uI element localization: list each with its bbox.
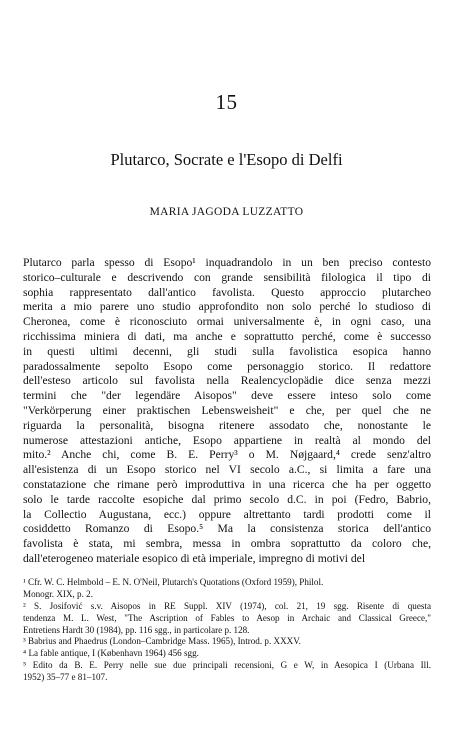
- body-line: solo le tarde raccolte esopiche dal primo secolo d.C. in poi (Fedro, Babrio,: [23, 492, 431, 506]
- body-line: constatazione che rimane però improduttiva in una ricerca che ha per oggetto: [23, 477, 431, 491]
- body-line: "Verkörperung einer praktischen Lebensweisheit" e che, per quel che ne: [23, 403, 431, 417]
- body-line: numerose attestazioni antiche, Esopo appartiene in realtà al mondo del: [23, 433, 431, 447]
- body-line: Cheronea, come è riconosciuto ormai universalmente è, in ogni caso, una: [23, 315, 431, 329]
- body-line: riguarda la personalità, bisogna ritenere assodato che, nonostante le: [23, 418, 431, 432]
- body-line: cosiddetto Romanzo di Esopo.⁵ Ma la consistenza storica dell'antico: [23, 522, 431, 536]
- body-line: sophia rappresentato dall'antico favolista. Questo approccio plutarcheo: [23, 285, 431, 299]
- footnote-line: 1952) 35–77 e 81–107.: [23, 672, 108, 683]
- body-line: all'esistenza di un Esopo storico nel VI secolo a.C., si limita a fare una: [23, 463, 431, 477]
- footnote-line: ² S. Josifović s.v. Aisopos in RE Suppl. XIV (1974), col. 21, 19 sgg. Risente di questa: [23, 600, 431, 611]
- body-line: mito.² Anche chi, come B. E. Perry³ o M. Nøjgaard,⁴ crede senz'altro: [23, 448, 431, 462]
- body-line: la Collectio Augustana, ecc.) oppure altrettanto tardi prodotti come il: [23, 507, 431, 521]
- footnote-line: Monogr. XIX, p. 2.: [23, 588, 93, 599]
- body-line: ricchissima miniera di dati, ma anche e soprattutto perché, come è successo: [23, 329, 431, 343]
- chapter-title: Plutarco, Socrate e l'Esopo di Delfi: [110, 150, 343, 169]
- footnote-line: ⁴ La fable antique, I (København 1964) 456 sgg.: [23, 648, 199, 659]
- footnote-line: ¹ Cfr. W. C. Helmbold – E. N. O'Neil, Plutarch's Quotations (Oxford 1959), Philol.: [23, 577, 324, 587]
- footnote-line: ⁵ Edito da B. E. Perry nelle sue due principali recensioni, G e W, in Aesopica I (Urbana Ill.: [23, 660, 431, 671]
- footnote-line: Entretiens Hardt 30 (1984), pp. 116 sgg., in particolare p. 128.: [23, 624, 250, 635]
- footnote-line: ³ Babrius and Phaedrus (London–Cambridge Mass. 1965), Introd. p. XXXV.: [23, 636, 301, 647]
- body-line: termini che "der legendäre Aisopos" deve essere inteso solo come: [23, 389, 431, 403]
- body-line: Plutarco parla spesso di Esopo¹ inquadrandolo in un ben preciso contesto: [23, 256, 431, 269]
- body-line: merita a mio parere uno studio approfondito non solo perché lo studioso di: [23, 300, 431, 314]
- footnotes: [23, 577, 431, 684]
- chapter-number: 15: [215, 90, 238, 114]
- body-line: dell'esteso articolo sul favolista nella Realencyclopädie dice senza mezzi: [23, 374, 431, 388]
- body-text: [23, 256, 431, 567]
- author-name: MARIA JAGODA LUZZATTO: [149, 206, 304, 218]
- body-line: in questi ultimi decenni, gli studi sulla favolistica esopica hanno: [23, 344, 431, 358]
- body-line: storico–culturale e descrivendo con grande sensibilità filologica il tipo di: [23, 270, 431, 284]
- body-line: favolista è stata, mi sembra, messa in ombra soprattutto da coloro che,: [23, 537, 431, 551]
- body-line: dall'eterogeneo materiale esopico di età imperiale, impregno di motivi del: [23, 551, 366, 565]
- footnote-line: tendenza M. L. West, "The Ascription of Fables to Aesop in Archaic and Classical Greece,": [23, 612, 431, 623]
- body-line: paradossalmente sepolto Esopo come personaggio storico. Il redattore: [23, 359, 431, 373]
